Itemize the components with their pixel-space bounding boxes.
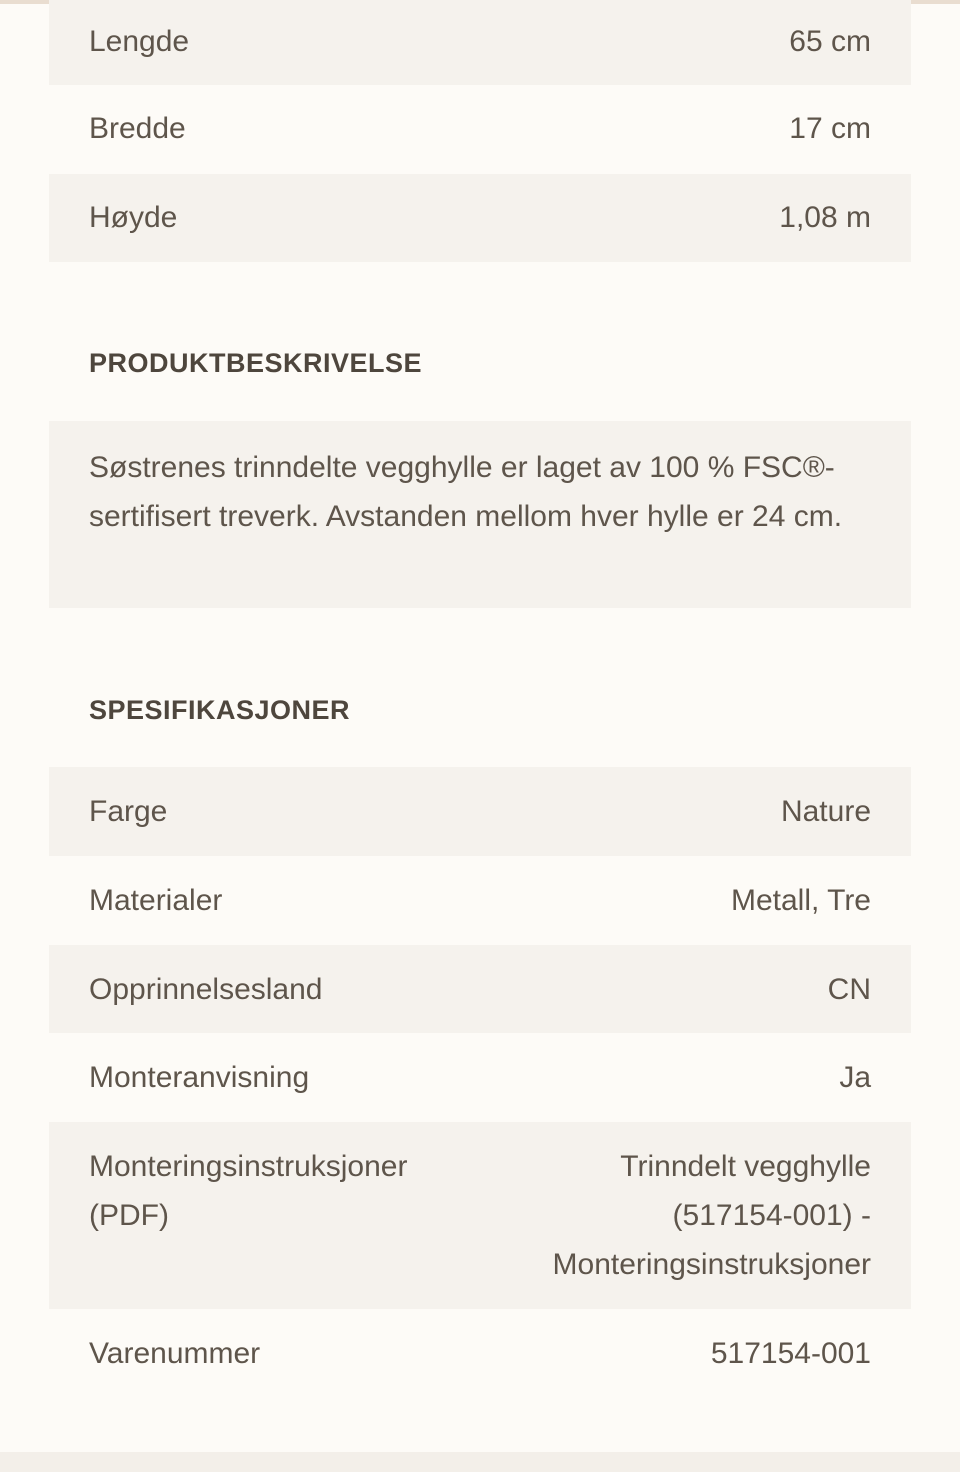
product-details [49,0,911,1398]
table-row-origin [49,945,911,1034]
table-row-height [49,174,911,263]
row-value: CN [827,972,871,1006]
table-row-instructions-pdf [49,1122,911,1309]
row-value: Metall, Tre [730,884,871,918]
specifications-heading: SPESIFIKASJONER [89,695,351,726]
description-text: Søstrenes trinndelte vegghylle er laget av 100 % FSC®-sertifisert treverk. Avstanden mellom hver hylle er 24 cm. [49,421,911,608]
row-label: Opprinnelsesland [89,972,323,1006]
table-row-width [49,85,911,174]
row-value: 17 cm [789,112,871,145]
instructions-pdf-link[interactable]: Trinndelt vegghylle (517154-001) - Monteringsinstruksjoner [552,1150,871,1282]
table-row-item-number [49,1309,911,1398]
row-label: Farge [89,795,168,829]
footer-band [0,1452,960,1472]
row-value: 517154-001 [710,1337,871,1371]
specifications-table [49,767,911,1397]
table-row-length [49,0,911,85]
row-label: Lengde [89,25,190,58]
row-value: Nature [780,795,871,829]
row-label: Varenummer [89,1337,261,1371]
row-value: 65 cm [789,25,871,58]
row-label: Monteringsinstruksjoner (PDF) [89,1150,408,1233]
dimensions-table [49,0,911,262]
row-value: 1,08 m [779,200,871,234]
row-label: Monteranvisning [89,1061,310,1095]
description-heading: PRODUKTBESKRIVELSE [89,348,423,379]
row-value: Ja [839,1061,871,1095]
table-row-materials [49,856,911,945]
table-row-assembly-guide [49,1033,911,1122]
table-row-color [49,767,911,856]
row-label: Bredde [89,112,186,145]
row-label: Høyde [89,200,178,234]
row-label: Materialer [89,884,223,918]
